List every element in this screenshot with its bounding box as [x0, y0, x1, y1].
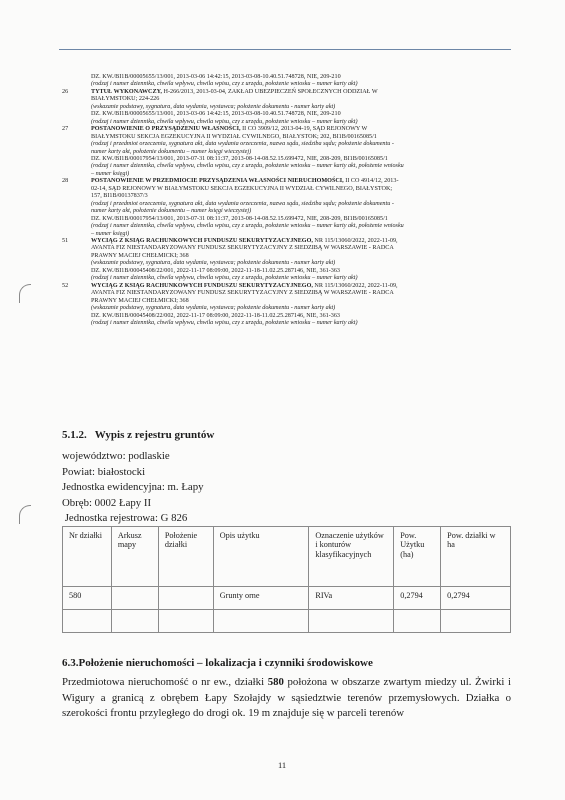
entry-heading-line2: AVANTA FIZ NIESTANDARYZOWANY FUNDUSZ SEKURYTYZACYJNY Z SIEDZIBĄ W WARSZAWIE - RADCA — [91, 290, 394, 297]
basis-caption: (wskazanie podstawy, sygnatura, data wydania, wystawca; położenie dokumentu - numer karty akt) — [91, 103, 336, 110]
entry-26 — [62, 89, 512, 126]
location-paragraph — [62, 675, 511, 722]
journal-line: DZ. KW./BI1B/00017954/13/001, 2013-07-31 08:11:37, 2013-08-14-08.52.15.699472, NIE, 208-209, BI1B/00165085/1 — [91, 155, 388, 162]
entry-28 — [62, 178, 512, 238]
entry-heading-line2: 02-14, SĄD REJONOWY W BIAŁYMSTOKU SEKCJA EGZEKUCYJNA II WYDZIAŁ CYWILNEGO, BIAŁYSTOK; — [91, 185, 393, 192]
journal-caption: (rodzaj i numer dziennika, chwila wpływu, chwila wpisu, czy z urzędu, położenie wniosku – numer karty akt) — [91, 319, 358, 326]
table-cell: RIVa — [309, 587, 394, 610]
basis-caption: (rodzaj i przedmiot orzeczenia, sygnatura akt, data wydania orzeczenia, nazwa sądu, siedziba sądu; położenie dokumentu - — [91, 141, 394, 148]
table-cell: 0,2794 — [441, 587, 511, 610]
entry-heading-line3: 157, BI1B/00137837/3 — [91, 193, 148, 200]
column-header: Położenie działki — [158, 527, 213, 587]
hole-punch-mark — [19, 505, 31, 524]
entry-27 — [62, 126, 512, 178]
entry-heading: TYTUŁ WYKONAWCZY, — [91, 88, 162, 95]
entry-heading-rest: NR 115/13060/2022, 2022-11-09, — [312, 237, 398, 244]
basis-caption: numer karty akt, położenie dokumentu – numer księgi wieczystej) — [91, 208, 252, 215]
entry-heading-line2: BIAŁYMSTOKU SEKCJA EGZEKUCYJNA II WYDZIAŁ CYWILNEGO, BIAŁYSTOK; 202, BI1B/00165085/1 — [91, 133, 377, 140]
table-row-empty — [63, 610, 511, 633]
table-cell — [158, 587, 213, 610]
section-heading-6-3: 6.3.Położenie nieruchomości – lokalizacja i czynniki środowiskowe — [62, 657, 373, 669]
basis-caption: (wskazanie podstawy, sygnatura, data wydania, wystawca; położenie dokumentu - numer karty akt) — [91, 260, 336, 267]
entry-heading-rest: H-266/2013, 2013-03-04, ZAKŁAD UBEZPIECZEŃ SPOŁECZNYCH ODDZIAŁ W — [161, 88, 378, 95]
journal-caption: (rodzaj i numer dziennika, chwila wpływu, chwila wpisu, czy z urzędu, położenie wniosku – numer karty akt) — [91, 81, 358, 88]
table-row — [63, 587, 511, 610]
journal-line: DZ. KW./BI1B/00005655/13/001, 2013-03-06 14:42:15, 2013-03-08-10.40.51.748728, NIE, 209-210 — [91, 111, 341, 118]
entry-number: 28 — [62, 178, 69, 185]
land-register-extract — [62, 449, 204, 527]
journal-line: DZ. KW./BI1B/00045408/22/001, 2022-11-17 08:09:00, 2022-11-18-11.02.25.287146, NIE, 361-363 — [91, 267, 340, 274]
entry-number: 52 — [62, 282, 69, 289]
plot-number: 580 — [267, 676, 284, 688]
entry-heading-line2: BIAŁYMSTOKU; 224-226 — [91, 96, 160, 103]
journal-caption: – numer księgi) — [91, 230, 130, 237]
basis-caption: (wskazanie podstawy, sygnatura, data wydania, wystawca; położenie dokumentu - numer karty akt) — [91, 305, 336, 312]
entry-heading-rest: NR 115/13060/2022, 2022-11-09, — [312, 282, 398, 289]
table-cell — [111, 587, 158, 610]
entry-heading-line3: PRAWNY MACIEJ CHEŁMICKI; 368 — [91, 252, 189, 259]
entry-heading: POSTANOWIENIE O PRZYSĄDZENIU WŁASNOŚCI, — [91, 126, 241, 133]
journal-line: DZ. KW./BI1B/00017954/13/001, 2013-07-31 08:11:37, 2013-08-14-08.52.15.699472, NIE, 208-209, BI1B/00165085/1 — [91, 215, 388, 222]
entry-number: 26 — [62, 88, 69, 95]
entry-51 — [62, 238, 512, 283]
entry-heading: POSTANOWIENIE W PRZEDMIOCIE PRZYSĄDZENIA WŁASNOŚCI NIERUCHOMOŚCI, — [91, 178, 344, 185]
county-line: Powiat: białostocki — [62, 465, 146, 478]
precinct-line: Obręb: 0002 Łapy II — [62, 496, 152, 509]
column-header: Pow. Użytku (ha) — [394, 527, 441, 587]
column-header: Nr działki — [63, 527, 112, 587]
journal-caption: (rodzaj i numer dziennika, chwila wpływu, chwila wpisu, czy z urzędu, położenie wniosku – numer karty akt) — [91, 118, 358, 125]
entry-heading: WYCIĄG Z KSIĄG RACHUNKOWYCH FUNDUSZU SEKURYTYZACYJNEGO, — [91, 282, 313, 289]
column-header: Opis użytku — [213, 527, 309, 587]
page-number: 11 — [278, 760, 287, 770]
land-register-table — [62, 526, 511, 633]
column-header: Arkusz mapy — [111, 527, 158, 587]
voivodeship-line: województwo: podlaskie — [62, 450, 170, 462]
journal-caption: (rodzaj i numer dziennika, chwila wpływu, chwila wpisu, czy z urzędu, położenie wniosku – numer karty akt) — [91, 275, 358, 282]
journal-caption: (rodzaj i numer dziennika, chwila wpływu, chwila wpisu, czy z urzędu, położenie wniosku – numer karty akt, położenie wniosku — [91, 223, 404, 230]
registration-unit-line: Jednostka ewidencyjna: m. Łapy — [62, 481, 204, 494]
column-header: Oznaczenie użytków i konturów klasyfikacyjnych — [309, 527, 394, 587]
entry-number: 51 — [62, 237, 69, 244]
entry-52 — [62, 283, 512, 328]
registry-unit-line: Jednostka rejestrowa: G 826 — [62, 512, 188, 525]
table-header-row — [63, 527, 511, 587]
entry-continued — [62, 74, 512, 89]
entry-heading-rest: II CO 4914/12, 2013- — [343, 178, 399, 185]
journal-caption: (rodzaj i numer dziennika, chwila wpływu, chwila wpisu, czy z urzędu, położenie wniosku – numer karty akt, położenie wniosku — [91, 163, 404, 170]
journal-line: DZ. KW./BI1B/00005655/13/001, 2013-03-06 14:42:15, 2013-03-08-10.40.51.748728, NIE, 209-210 — [91, 74, 341, 80]
header-rule — [59, 49, 511, 50]
basis-caption: (rodzaj i przedmiot orzeczenia, sygnatura akt, data wydania orzeczenia, nazwa sądu, siedziba sądu; położenie dokumentu - — [91, 200, 394, 207]
table-cell: Grunty orne — [213, 587, 309, 610]
table-cell: 0,2794 — [394, 587, 441, 610]
basis-caption: numer karty akt, położenie dokumentu – numer księgi wieczystej) — [91, 148, 252, 155]
journal-line: DZ. KW./BI1B/00045408/22/002, 2022-11-17 08:09:00, 2022-11-18-11.02.25.287146, NIE, 361-363 — [91, 312, 340, 319]
section-heading-5-1-2: 5.1.2. Wypis z rejestru gruntów — [62, 429, 215, 441]
entry-heading-line3: PRAWNY MACIEJ CHEŁMICKI; 368 — [91, 297, 189, 304]
entry-heading-rest: II CO 3909/12, 2013-04-19, SĄD REJONOWY W — [240, 126, 368, 133]
paragraph-text: Przedmiotowa nieruchomość o nr ew., działki — [62, 676, 268, 688]
land-register-entries — [62, 74, 512, 327]
entry-heading: WYCIĄG Z KSIĄG RACHUNKOWYCH FUNDUSZU SEKURYTYZACYJNEGO, — [91, 237, 313, 244]
entry-number: 27 — [62, 126, 69, 133]
column-header: Pow. działki w ha — [441, 527, 511, 587]
hole-punch-mark — [19, 284, 31, 303]
paragraph-text: położona w obszarze zwartym miedzy ul. Żwirki i Wigury a granicą z obrębem Łapy Szołajdy w sąsiedztwie terenów przemysłowych. Działka o szerokości frontu przyległego do drogi ok. 19 m znajduje się w parceli terenów — [62, 676, 512, 720]
journal-caption: – numer księgi) — [91, 170, 130, 177]
table-cell: 580 — [63, 587, 112, 610]
entry-heading-line2: AVANTA FIZ NIESTANDARYZOWANY FUNDUSZ SEKURYTYZACYJNY Z SIEDZIBĄ W WARSZAWIE - RADCA — [91, 245, 394, 252]
